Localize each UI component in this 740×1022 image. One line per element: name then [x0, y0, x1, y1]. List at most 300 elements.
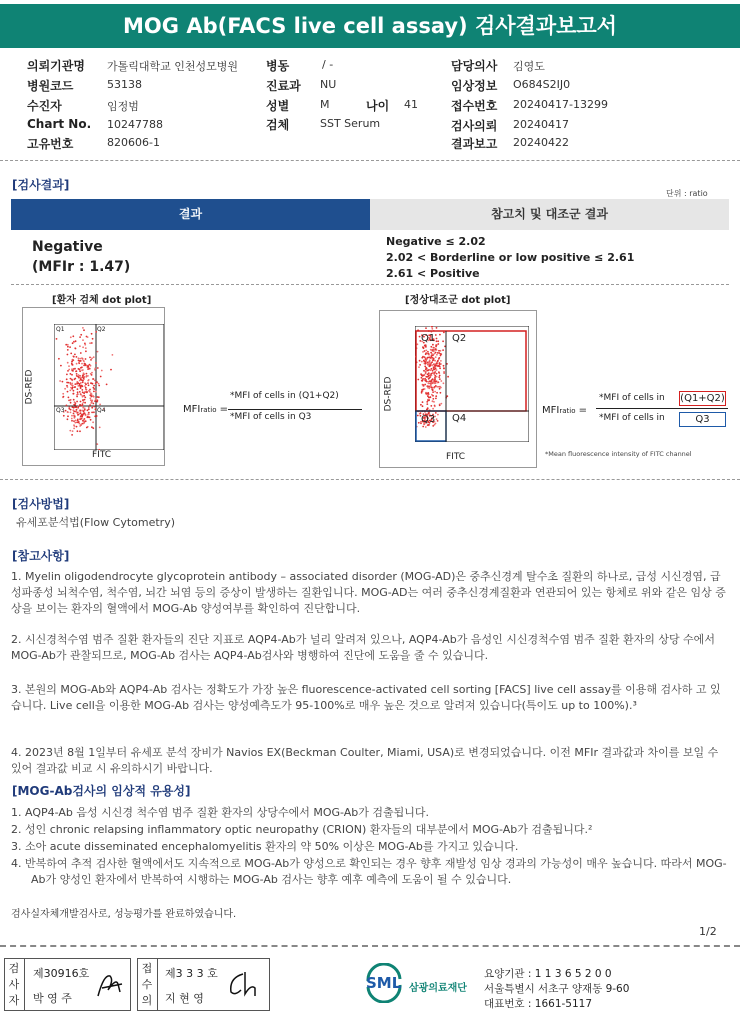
cell-dot	[424, 360, 426, 362]
field-value: 가톨릭대학교 인천성모병원	[107, 60, 239, 73]
cell-dot	[429, 377, 431, 379]
cell-dot	[442, 340, 444, 342]
cell-dot	[431, 394, 433, 396]
cell-dot	[73, 428, 75, 430]
cell-dot	[84, 385, 86, 387]
cell-dot	[82, 407, 84, 409]
cell-dot	[432, 389, 434, 391]
cell-dot	[77, 388, 79, 390]
cell-dot	[92, 427, 94, 429]
ref-line: 2.61 < Positive	[386, 267, 480, 280]
cell-dot	[73, 420, 75, 422]
cell-dot	[432, 391, 434, 393]
cell-dot	[422, 426, 424, 428]
clinical-item: 2. 성인 chronic relapsing inflammatory optic neuropathy (CRION) 환자들의 대부분에서 MOG-Ab가 검출됩니다.²	[11, 823, 593, 836]
cell-dot	[74, 386, 76, 388]
cell-dot	[434, 375, 436, 377]
cell-dot	[81, 405, 83, 407]
cell-dot	[74, 406, 76, 408]
quadrant-label: Q2	[97, 326, 106, 333]
cell-dot	[434, 406, 436, 408]
field-label: 결과보고	[451, 137, 498, 151]
unit-label: 단위 : ratio	[666, 189, 708, 198]
cell-dot	[91, 401, 93, 403]
cell-dot	[431, 375, 433, 377]
cell-dot	[79, 370, 81, 372]
cell-dot	[430, 405, 432, 407]
cell-dot	[85, 358, 87, 360]
quadrant-label: Q2	[452, 333, 467, 344]
fraction-line	[228, 409, 362, 410]
result-col-header	[11, 199, 370, 230]
cell-dot	[442, 349, 444, 351]
field-label: 진료과	[266, 79, 301, 93]
cell-dot	[83, 419, 85, 421]
cell-dot	[436, 369, 438, 371]
cell-dot	[79, 425, 81, 427]
cell-dot	[76, 401, 78, 403]
footer-divider	[0, 945, 740, 947]
cell-dot	[87, 336, 89, 338]
cell-dot	[99, 427, 101, 429]
cell-dot	[80, 360, 82, 362]
cell-dot	[89, 357, 91, 359]
cell-dot	[77, 421, 79, 423]
cell-dot	[72, 387, 74, 389]
cell-dot	[73, 356, 75, 358]
cell-dot	[421, 361, 423, 363]
quadrant-label: Q4	[452, 413, 467, 424]
cell-dot	[440, 392, 442, 394]
fraction-line	[596, 408, 728, 409]
cell-dot	[439, 366, 441, 368]
cell-dot	[79, 375, 81, 377]
field-value: 임정범	[107, 100, 139, 113]
cell-dot	[83, 422, 85, 424]
note-item: 3. 본원의 MOG-Ab와 AQP4-Ab 검사는 정확도가 가장 높은 fluorescence-activated cell sorting [FACS] live cell assay를 이용해 검사하 고 있습니다. Live cell을 이용한 MOG-Ab 검사는 양성예측도가 95-100%로 매우 높은 것으로 알려져 있습니다(특이도 up to 100%).³	[11, 683, 721, 712]
cell-dot	[86, 392, 88, 394]
cell-dot	[73, 399, 75, 401]
cell-dot	[83, 372, 85, 374]
cell-dot	[426, 381, 428, 383]
clinical-section-title: [MOG-Ab검사의 임상적 유용성]	[12, 784, 191, 798]
cell-dot	[71, 383, 73, 385]
cell-dot	[67, 415, 69, 417]
cell-dot	[71, 418, 73, 420]
cell-dot	[93, 388, 95, 390]
cell-dot	[437, 340, 439, 342]
cell-dot	[88, 390, 90, 392]
cell-dot	[77, 391, 79, 393]
logo-text: SML	[366, 974, 402, 992]
formula-cells-text: *MFI of cells in	[599, 393, 665, 403]
quadrant-label: Q3	[421, 414, 436, 425]
cell-dot	[435, 348, 437, 350]
cell-dot	[72, 364, 74, 366]
cell-dot	[67, 386, 69, 388]
cell-dot	[106, 384, 108, 386]
cell-dot	[70, 336, 72, 338]
control-plot-title: [정상대조군 dot plot]	[405, 295, 511, 306]
cell-dot	[70, 412, 72, 414]
cell-dot	[70, 353, 72, 355]
cell-dot	[92, 421, 94, 423]
cell-dot	[71, 415, 73, 417]
field-value: 20240422	[513, 136, 569, 149]
examiner-no: 제30916호	[33, 967, 90, 980]
cell-dot	[87, 368, 89, 370]
cell-dot	[428, 361, 430, 363]
divider	[0, 160, 740, 161]
cell-dot	[437, 361, 439, 363]
certification-note: 검사실자체개발검사로, 성능평가를 완료하였습니다.	[11, 909, 237, 920]
cell-dot	[78, 362, 80, 364]
cell-dot	[76, 394, 78, 396]
cell-dot	[437, 414, 439, 416]
cell-dot	[436, 392, 438, 394]
cell-dot	[428, 375, 430, 377]
cell-dot	[422, 401, 424, 403]
cell-dot	[86, 427, 88, 429]
cell-dot	[78, 357, 80, 359]
cell-dot	[75, 371, 77, 373]
cell-dot	[91, 412, 93, 414]
mfi-text: MFI	[542, 405, 560, 416]
cell-dot	[74, 404, 76, 406]
cell-dot	[81, 423, 83, 425]
cell-dot	[88, 412, 90, 414]
cell-dot	[74, 383, 76, 385]
field-label: 담당의사	[451, 59, 498, 73]
cell-dot	[97, 367, 99, 369]
cell-dot	[433, 382, 435, 384]
cell-dot	[82, 339, 84, 341]
cell-dot	[88, 408, 90, 410]
age-label: 나이	[366, 99, 390, 113]
field-label: 성별	[266, 99, 290, 113]
formula-q1q2-box: (Q1+Q2)	[680, 393, 725, 404]
cell-dot	[67, 370, 69, 372]
cell-dot	[92, 403, 94, 405]
cell-dot	[79, 404, 81, 406]
cell-dot	[91, 382, 93, 384]
cell-dot	[426, 403, 428, 405]
cell-dot	[93, 406, 95, 408]
cell-dot	[432, 400, 434, 402]
cell-dot	[440, 380, 442, 382]
cell-dot	[87, 409, 89, 411]
cell-dot	[91, 333, 93, 335]
cell-dot	[67, 362, 69, 364]
cell-dot	[76, 356, 78, 358]
cell-dot	[71, 374, 73, 376]
cell-dot	[428, 372, 430, 374]
cell-dot	[88, 384, 90, 386]
cell-dot	[66, 378, 68, 380]
cell-dot	[426, 367, 428, 369]
cell-dot	[85, 389, 87, 391]
cell-dot	[67, 346, 69, 348]
cell-dot	[101, 370, 103, 372]
cell-dot	[74, 417, 76, 419]
mfi-subscript: ratio	[200, 406, 217, 414]
cell-dot	[89, 404, 91, 406]
notes-section-title: [참고사항]	[12, 549, 70, 563]
cell-dot	[430, 357, 432, 359]
cell-dot	[76, 373, 78, 375]
cell-dot	[70, 373, 72, 375]
field-label: 수진자	[27, 99, 62, 113]
cell-dot	[431, 361, 433, 363]
cell-dot	[76, 396, 78, 398]
mfi-text: MFI	[183, 404, 201, 415]
cell-dot	[66, 405, 68, 407]
cell-dot	[428, 383, 430, 385]
cell-dot	[84, 402, 86, 404]
cell-dot	[98, 385, 100, 387]
cell-dot	[73, 390, 75, 392]
cell-dot	[71, 379, 73, 381]
note-item: 1. Myelin oligodendrocyte glycoprotein antibody – associated disorder (MOG-AD)은 중추신경계 탈수초 질환의 하나로, 급성 시신경염, 급성파종성 뇌척수염, 척수염, 뇌간 뇌염 등의 증상이 발생하는 질환입니다. MOG-AD는 여러 중추신경계질환과 연관되어 있는 항체로 위와 같은 임상 증상을 보이는 환자의 혈액에서 MOG-Ab 양성여부를 확인하여 진단합니다.	[11, 570, 726, 615]
field-label: 병동	[266, 59, 290, 73]
cell-dot	[67, 391, 69, 393]
cell-dot	[434, 365, 436, 367]
cell-dot	[81, 357, 83, 359]
cell-dot	[58, 358, 60, 360]
x-axis-label: FITC	[92, 450, 112, 460]
cell-dot	[79, 358, 81, 360]
examiner-name: 박 영 주	[33, 992, 72, 1005]
cell-dot	[431, 353, 433, 355]
cell-dot	[89, 397, 91, 399]
cell-dot	[417, 379, 419, 381]
confirmer-signature-icon	[225, 968, 261, 1000]
cell-dot	[69, 399, 71, 401]
cell-dot	[417, 415, 419, 417]
cell-dot	[71, 434, 73, 436]
cell-dot	[424, 363, 426, 365]
mfir-value: (MFIr : 1.47)	[32, 259, 131, 275]
cell-dot	[82, 381, 84, 383]
cell-dot	[436, 418, 438, 420]
cell-dot	[439, 378, 441, 380]
cell-dot	[83, 329, 85, 331]
note-item: 4. 2023년 8월 1일부터 유세포 분석 장비가 Navios EX(Beckman Coulter, Miami, USA)로 변경되었습니다. 이전 MFIr 결과값과 차이를 보일 수 있어 결과값 비교 시 유의하시기 바랍니다.	[11, 746, 719, 775]
cell-dot	[79, 423, 81, 425]
cell-dot	[436, 354, 438, 356]
cell-dot	[74, 422, 76, 424]
cell-dot	[81, 379, 83, 381]
cell-dot	[84, 344, 86, 346]
cell-dot	[433, 372, 435, 374]
cell-dot	[438, 350, 440, 352]
cell-dot	[59, 380, 61, 382]
cell-dot	[82, 399, 84, 401]
cell-dot	[432, 370, 434, 372]
cell-dot	[70, 409, 72, 411]
cell-dot	[80, 394, 82, 396]
cell-dot	[422, 388, 424, 390]
mfi-equals: =	[219, 404, 229, 415]
cell-dot	[422, 356, 424, 358]
cell-dot	[432, 398, 434, 400]
cell-dot	[74, 354, 76, 356]
cell-dot	[422, 384, 424, 386]
field-label: 병원코드	[27, 79, 74, 93]
cell-dot	[82, 385, 84, 387]
cell-dot	[434, 391, 436, 393]
cell-dot	[64, 388, 66, 390]
cell-dot	[443, 367, 445, 369]
cell-dot	[427, 351, 429, 353]
quadrant-label: Q1	[56, 326, 65, 333]
cell-dot	[67, 411, 69, 413]
company-name: 삼광의료재단	[409, 983, 467, 994]
cell-dot	[80, 386, 82, 388]
field-label: 검사의뢰	[451, 119, 498, 133]
cell-dot	[73, 407, 75, 409]
ref-line: 2.02 < Borderline or low positive ≤ 2.61	[386, 251, 635, 264]
cell-dot	[70, 402, 72, 404]
cell-dot	[76, 410, 78, 412]
cell-dot	[112, 354, 114, 356]
cell-dot	[418, 366, 420, 368]
cell-dot	[90, 365, 92, 367]
cell-dot	[98, 396, 100, 398]
cell-dot	[438, 371, 440, 373]
cell-dot	[76, 412, 78, 414]
cell-dot	[421, 377, 423, 379]
divider	[0, 479, 740, 480]
cell-dot	[425, 393, 427, 395]
cell-dot	[440, 360, 442, 362]
clinical-item: 4. 반복하여 추적 검사한 혈액에서도 지속적으로 MOG-Ab가 양성으로 확인되는 경우 향후 재발성 임상 경과의 가능성이 매우 높습니다. 따라서 MOG-Ab가 양성인 환자에서 반복하여 시행하는 MOG-Ab 검사는 향후 예후 예측에 도움이 될 수 있습니다.	[11, 857, 727, 886]
clinical-item: 3. 소아 acute disseminated encephalomyelitis 환자의 약 50% 이상은 MOG-Ab를 가지고 있습니다.	[11, 840, 519, 853]
cell-dot	[80, 334, 82, 336]
page-number: 1/2	[699, 925, 717, 938]
cell-dot	[67, 354, 69, 356]
cell-dot	[438, 376, 440, 378]
field-label: 의뢰기관명	[27, 59, 85, 73]
clinical-item: 1. AQP4-Ab 음성 시신경 척수염 범주 질환 환자의 상당수에서 MOG-Ab가 검출됩니다.	[11, 806, 429, 819]
cell-dot	[75, 420, 77, 422]
cell-dot	[439, 367, 441, 369]
cell-dot	[86, 373, 88, 375]
cell-dot	[433, 367, 435, 369]
cell-dot	[427, 407, 429, 409]
org-code: 요양기관 : 1 1 3 6 5 2 0 0	[484, 968, 612, 980]
field-label: 임상정보	[451, 79, 498, 93]
cell-dot	[81, 414, 83, 416]
cell-dot	[436, 338, 438, 340]
cell-dot	[63, 396, 65, 398]
cell-dot	[440, 403, 442, 405]
cell-dot	[75, 340, 77, 342]
cell-dot	[71, 370, 73, 372]
cell-dot	[430, 369, 432, 371]
field-label: 접수번호	[451, 99, 498, 113]
cell-dot	[428, 385, 430, 387]
cell-dot	[97, 351, 99, 353]
result-value: Negative	[32, 239, 103, 255]
cell-dot	[428, 369, 430, 371]
cell-dot	[425, 327, 427, 329]
cell-dot	[81, 363, 83, 365]
ref-col-header	[370, 199, 729, 230]
cell-dot	[432, 364, 434, 366]
cell-dot	[75, 348, 77, 350]
formula-denominator: *MFI of cells in Q3	[230, 412, 312, 422]
y-axis-label: DS-RED	[383, 376, 394, 412]
cell-dot	[79, 369, 81, 371]
cell-dot	[63, 415, 65, 417]
cell-dot	[77, 419, 79, 421]
address: 서울특별시 서초구 양재동 9-60	[484, 983, 630, 995]
cell-dot	[68, 397, 70, 399]
cell-dot	[440, 387, 442, 389]
cell-dot	[433, 380, 435, 382]
cell-dot	[425, 379, 427, 381]
cell-dot	[423, 347, 425, 349]
cell-dot	[88, 407, 90, 409]
cell-dot	[434, 381, 436, 383]
cell-dot	[73, 413, 75, 415]
cell-dot	[73, 411, 75, 413]
cell-dot	[72, 359, 74, 361]
cell-dot	[90, 373, 92, 375]
cell-dot	[432, 344, 434, 346]
cell-dot	[94, 400, 96, 402]
cell-dot	[94, 415, 96, 417]
cell-dot	[94, 368, 96, 370]
cell-dot	[443, 365, 445, 367]
cell-dot	[425, 426, 427, 428]
cell-dot	[87, 365, 89, 367]
cell-dot	[430, 396, 432, 398]
formula-q3-box: Q3	[679, 412, 726, 427]
cell-dot	[447, 376, 449, 378]
cell-dot	[96, 415, 98, 417]
cell-dot	[90, 359, 92, 361]
field-label: Chart No.	[27, 117, 92, 131]
method-text: 유세포분석법(Flow Cytometry)	[16, 516, 176, 529]
cell-dot	[78, 377, 80, 379]
cell-dot	[424, 345, 426, 347]
cell-dot	[82, 346, 84, 348]
method-section-title: [검사방법]	[12, 497, 70, 511]
cell-dot	[74, 378, 76, 380]
cell-dot	[96, 381, 98, 383]
cell-dot	[93, 378, 95, 380]
field-value: SST Serum	[320, 117, 381, 130]
cell-dot	[73, 415, 75, 417]
cell-dot	[91, 342, 93, 344]
cell-dot	[439, 363, 441, 365]
cell-dot	[443, 371, 445, 373]
mfi-label	[542, 405, 587, 416]
cell-dot	[83, 365, 85, 367]
cell-dot	[433, 347, 435, 349]
cell-dot	[79, 418, 81, 420]
cell-dot	[91, 400, 93, 402]
cell-dot	[425, 353, 427, 355]
cell-dot	[434, 369, 436, 371]
cell-dot	[91, 407, 93, 409]
cell-dot	[423, 370, 425, 372]
cell-dot	[81, 369, 83, 371]
cell-dot	[85, 414, 87, 416]
cell-dot	[83, 410, 85, 412]
